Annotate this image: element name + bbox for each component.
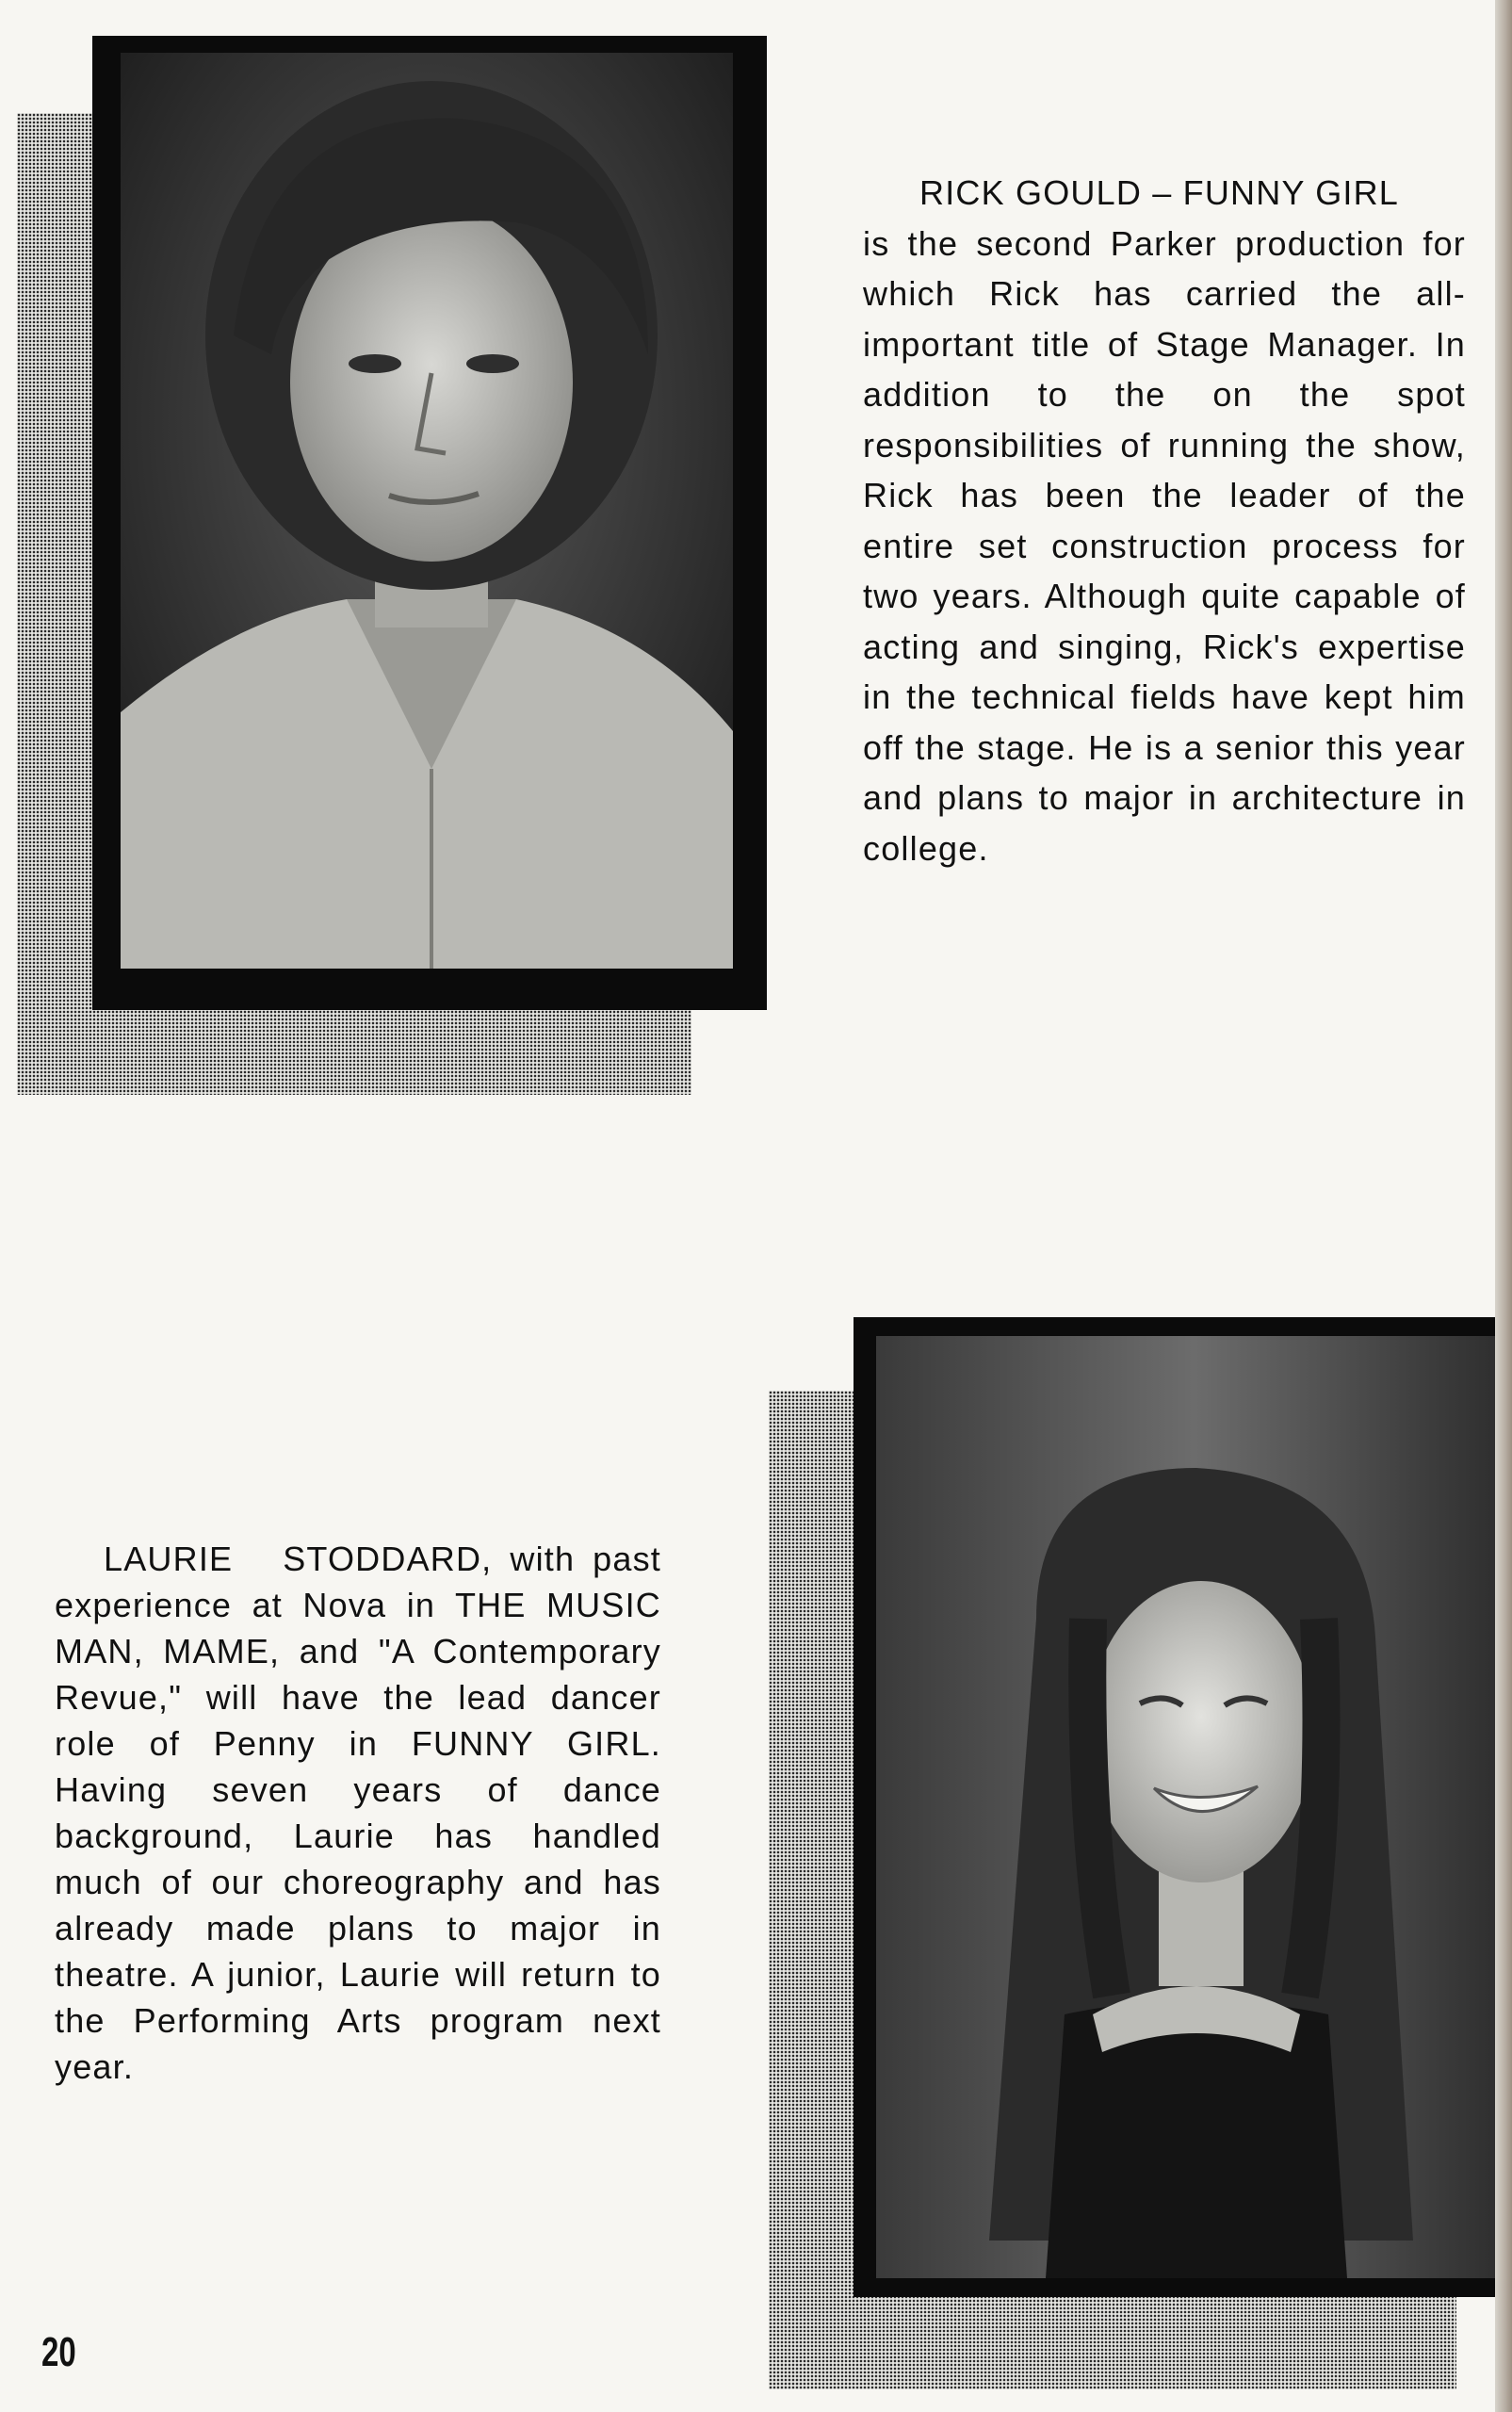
laurie-stoddard-portrait xyxy=(876,1336,1512,2278)
laurie-stoddard-heading: LAURIE STODDARD, xyxy=(104,1540,493,1578)
laurie-stoddard-bio xyxy=(55,1536,661,2090)
rick-gould-portrait xyxy=(121,53,733,969)
rick-gould-text: is the second Parker production for which Rick has carried the all-important title of Stage Manager. In addition to the on the spot responsibilities of running the show, Rick has been the leader of the entire set construction process for two years. Although quite capable of acting and singing, Rick's expertise in the technical fields have kept him off the stage. He is a senior this year and plans to major in architecture in college. xyxy=(863,223,1466,868)
laurie-stoddard-text: with past experience at Nova in THE MUSIC MAN, MAME, and "A Contemporary Revue," will have the lead dancer role of Penny in FUNNY GIRL. Having seven years of dance background, Laurie has handled much of our choreography and has already made plans to major in theatre. A junior, Laurie will return to the Performing Arts program next year. xyxy=(55,1540,662,2086)
rick-gould-bio xyxy=(863,168,1466,873)
page-edge-shadow xyxy=(1495,0,1512,2412)
rick-gould-heading: RICK GOULD – FUNNY GIRL xyxy=(919,173,1400,212)
page-number: 20 xyxy=(41,2329,76,2375)
